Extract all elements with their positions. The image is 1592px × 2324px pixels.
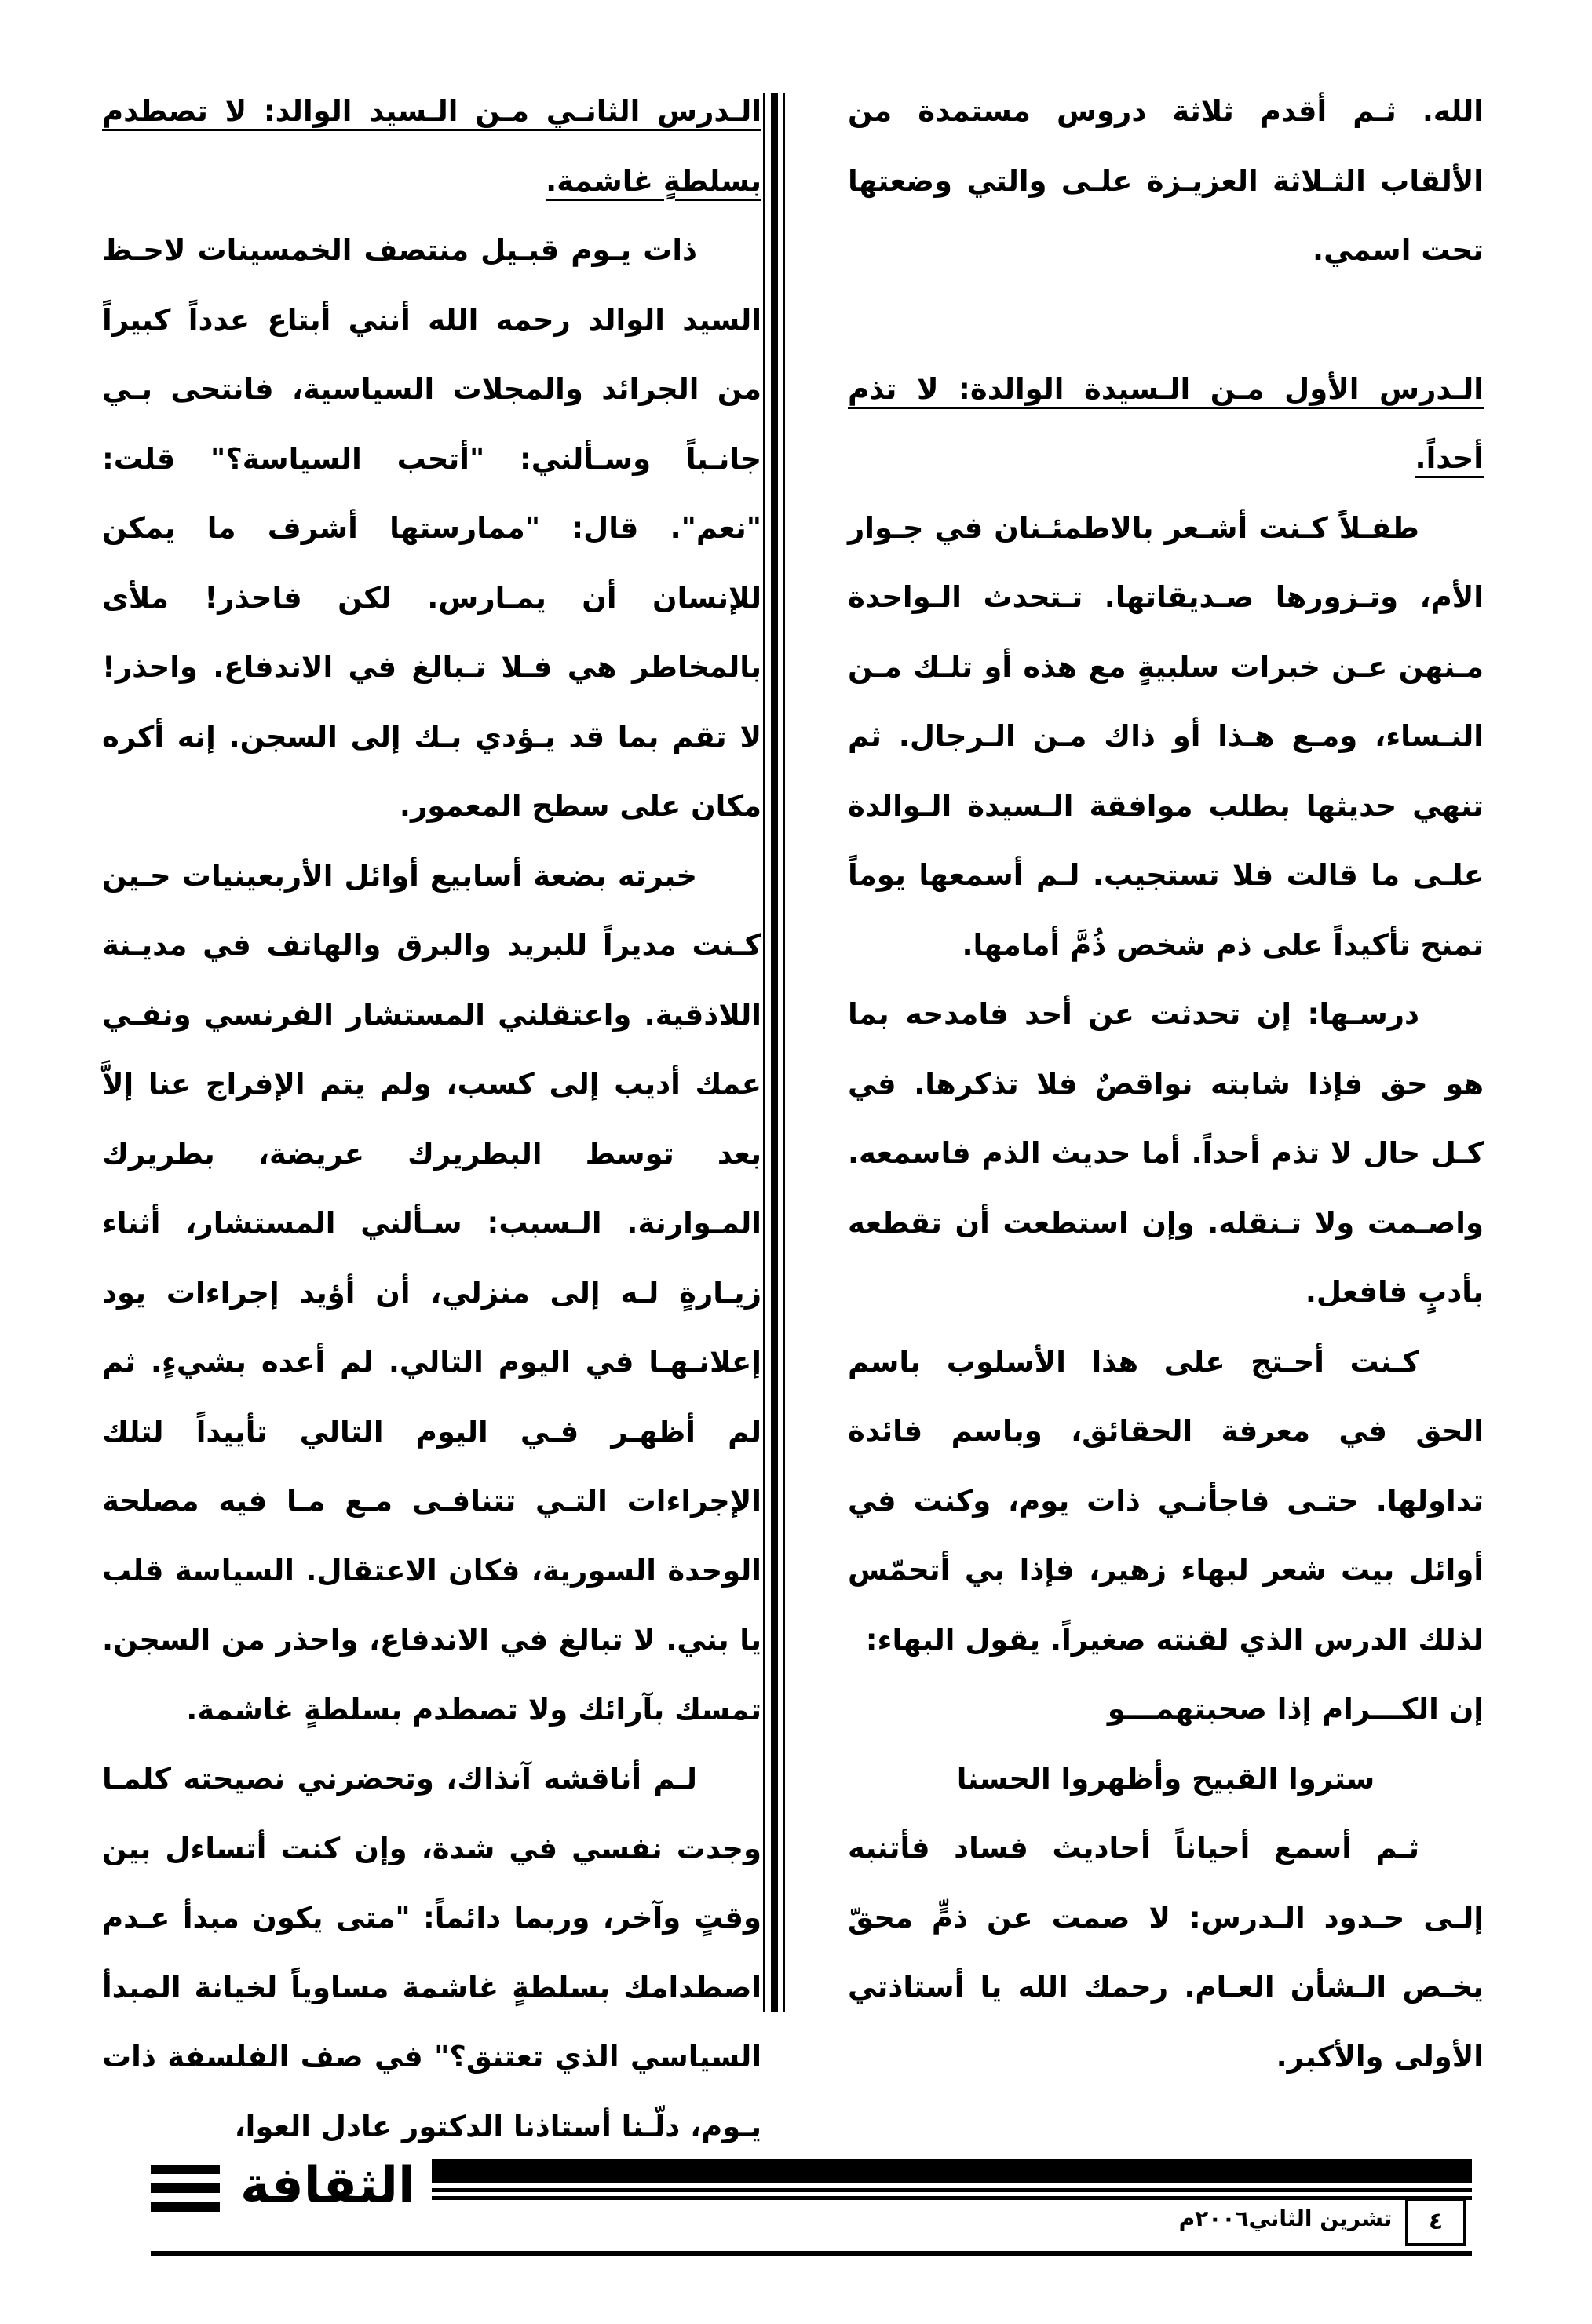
lesson2-paragraph-2: خبرته بضعة أسابيع أوائل الأربعينيات حـين كـنت مديراً للبريد والبرق والهاتف في مديـنة اللاذقية. واعتقلني المستشار الفرنسي ونفـي عمك أديب إلى كسب، ولم يتم الإفراج عنا إلاَّ بعد توسط البطريرك عريضة، بطريرك المـوارنة. الـسبب: سـألني المستشار، أثناء زيـارةٍ لـه إلى منزلي، أن أؤيد إجراءات يود إعلانـهـا في اليوم التالي. لم أعده بشيءٍ. ثم لم أظهـر فـي اليوم التالي تأييداً لتلك الإجراءات التـي تتنافـى مـع مـا فيه مصلحة الوحدة السورية، فكان الاعتقال. السياسة قلب يا بني. لا تبالغ في الاندفاع، واحذر من السجن. تمسك بآرائك ولا تصطدم بسلطةٍ غاشمة. [102,858,761,1727]
lesson1-paragraph-1: طفـلاً كـنت أشـعر بالاطمئـنان في جـوار الأم، وتـزورها صـديقاتها. تـتحدث الـواحدة مـنهن عـن خبرات سلبيةٍ مع هذه أو تلـك مـن النـساء، ومـع هـذا أو ذاك مـن الـرجال. ثم تنهي حديثها بطلب موافقة الـسيدة الـوالدة علـى ما قالت فلا تستجيب. لـم أسمعها يوماً تمنح تأكيداً على ذم شخص ذُمَّ أمامها. [848,510,1484,962]
footer-rule [432,2188,1472,2192]
lesson1-paragraph-2: درسـها: إن تحدثت عن أحد فامدحه بما هو حق فإذا شابته نواقصٌ فلا تذكرها. في كـل حال لا تذم أحداً. أما حديث الذم فاسمعه. واصـمت ولا تـنقله. وإن استطعت أن تقطعه بأدبٍ فافعل. [848,997,1484,1309]
lesson1-paragraph-3: كـنت أحـتج على هذا الأسلوب باسم الحق في معرفة الحقائق، وباسم فائدة تداولها. حتـى فاجأنـي ذات يوم، وكنت في أوائل بيت شعر لبهاء زهير، فإذا بي أتحمّس لذلك الدرس الذي لقنته صغيراً. يقول البهاء: [848,1344,1484,1657]
lesson2-paragraph-1: ذات يـوم قبـيل منتصف الخمسينات لاحـظ السيد الوالد رحمه الله أنني أبتاع عدداً كبيراً من الجرائد والمجلات السياسية، فانتحى بـي جانـباً وسـألني: "أتحب السياسة؟" قلت: "نعم". قال: "ممارستها أشرف ما يمكن للإنسان أن يمـارس. لكن فاحذر! ملأى بالمخاطر هي فـلا تـبالغ في الاندفاع. واحذر! لا تقم بما قد يـؤدي بـك إلى السجن. إنه أكره مكان على سطح المعمور. [102,233,761,823]
footer-bar [151,2202,220,2212]
footer-bar [151,2165,220,2174]
magazine-logo: الثقافة [240,2157,415,2215]
lesson1-paragraph-4: ثـم أسمع أحياناً أحاديث فساد فأتنبه إلـى حـدود الـدرس: لا صمت عن ذمٍّ محقّ يخـص الـشأن العـام. رحمك الله يا أستاذتي الأولى والأكبر. [848,1831,1484,2074]
lesson1-heading: الـدرس الأول مـن الـسيدة الوالدة: لا تذم أحداً. [848,371,1484,475]
page-number: ٤ [1405,2198,1466,2246]
right-column [848,77,1484,2092]
footer-rule [432,2196,1472,2200]
issue-date: تشرين الثاني٢٠٠٦م [1174,2201,1397,2237]
footer-bottom-rule [151,2251,1472,2256]
footer-rule [432,2159,1472,2183]
poem-line-2: ستروا القبيح وأظهروا الحسنا [956,1761,1375,1796]
column-divider [761,93,790,2012]
lesson2-paragraph-3: لـم أناقشه آنذاك، وتحضرني نصيحته كلمـا وجدت نفسي في شدة، وإن كنت أتساءل بين وقتٍ وآخر، وربما دائماً: "متى يكون مبدأ عـدم اصطدامك بسلطةٍ غاشمة مساوياً لخيانة المبدأ السياسي الذي تعتنق؟" في صف الفلسفة ذات يـوم، دلّـنا أستاذنا الدكتور عادل العوا، [102,1762,761,2143]
page-footer [0,2155,1592,2257]
footer-bar [151,2183,220,2193]
section-gap [848,286,1484,355]
left-column [102,77,761,2161]
lesson2-heading: الـدرس الثانـي مـن الـسيد الوالد: لا تصطدم بسلطةٍ غاشمة. [102,94,761,198]
intro-paragraph: الله. ثـم أقدم ثلاثة دروس مستمدة من الألقاب الثـلاثة العزيـزة علـى والتي وضعتها تحت اسمي. [848,94,1484,267]
poem-line-1: إن الكـــرام إذا صحبتهمـــو [1107,1692,1484,1726]
